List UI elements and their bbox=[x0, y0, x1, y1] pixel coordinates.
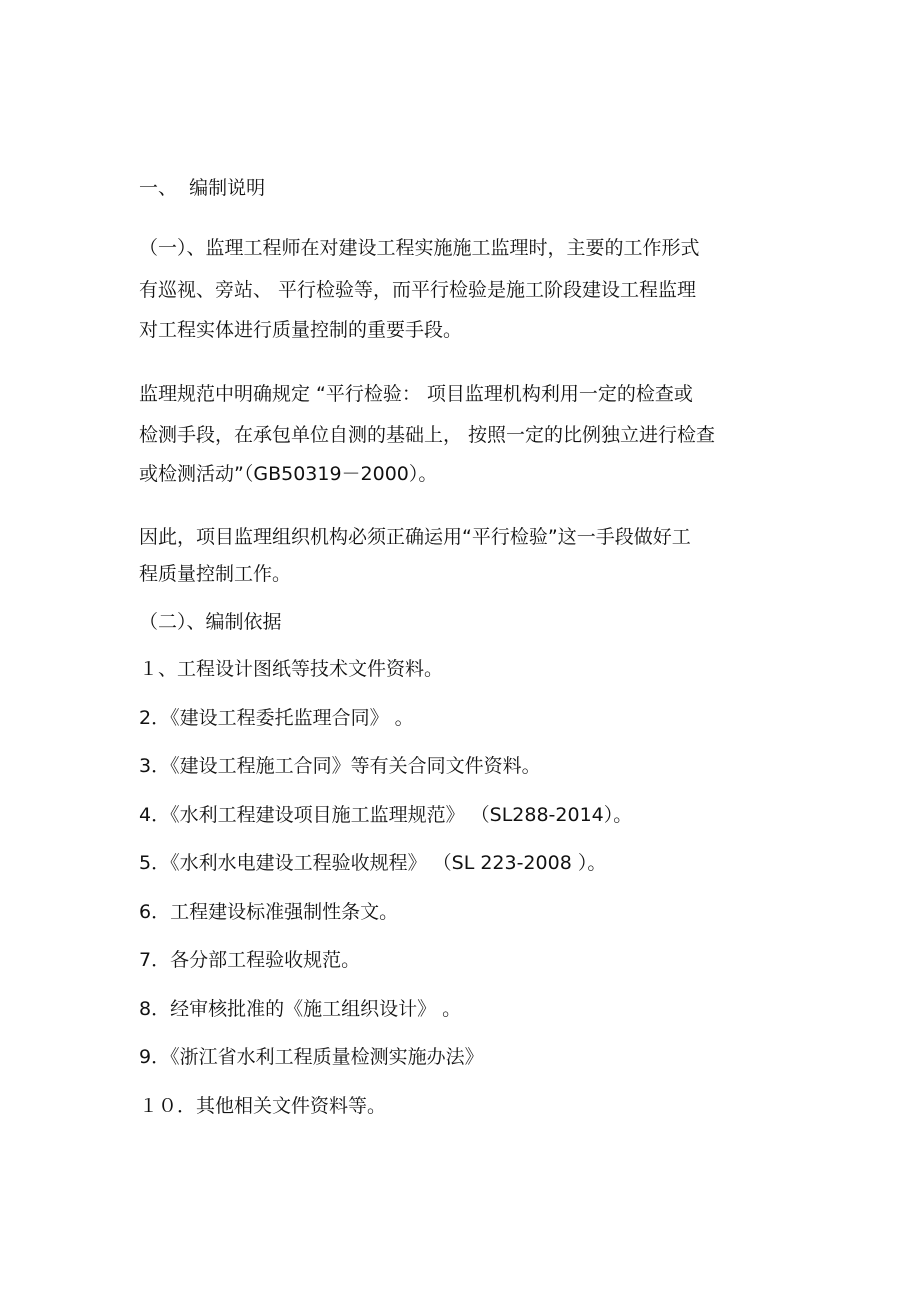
basis-item-2: 2．《建设工程委托监理合同》 。 bbox=[139, 707, 414, 729]
basis-item-10: １０．其他相关文件资料等。 bbox=[139, 1095, 387, 1117]
paragraph-2-line-1: 监理规范中明确规定 “平行检验： 项目监理机构利用一定的检查或 bbox=[139, 383, 693, 405]
paragraph-1-line-2: 有巡视、旁站、 平行检验等，而平行检验是施工阶段建设工程监理 bbox=[139, 279, 697, 301]
paragraph-3-line-1: 因此，项目监理组织机构必须正确运用“平行检验”这一手段做好工 bbox=[139, 526, 691, 548]
basis-item-3: 3．《建设工程施工合同》等有关合同文件资料。 bbox=[139, 755, 541, 777]
basis-item-1: １、工程设计图纸等技术文件资料。 bbox=[139, 658, 444, 680]
paragraph-2-line-2: 检测手段，在承包单位自测的基础上， 按照一定的比例独立进行检查 bbox=[139, 424, 716, 446]
paragraph-3-line-2: 程质量控制工作。 bbox=[139, 563, 292, 585]
basis-item-4: 4．《水利工程建设项目施工监理规范》 （SL288-2014）。 bbox=[139, 804, 633, 826]
section-heading: 一、 编制说明 bbox=[139, 177, 266, 199]
paragraph-1-line-3: 对工程实体进行质量控制的重要手段。 bbox=[139, 319, 463, 341]
basis-item-8: 8．经审核批准的《施工组织设计》 。 bbox=[139, 998, 462, 1020]
basis-item-9: 9．《浙江省水利工程质量检测实施办法》 bbox=[139, 1046, 484, 1068]
basis-item-6: 6．工程建设标准强制性条文。 bbox=[139, 901, 399, 923]
basis-heading: （二）、编制依据 bbox=[139, 611, 282, 633]
basis-item-7: 7．各分部工程验收规范。 bbox=[139, 949, 361, 971]
basis-item-5: 5．《水利水电建设工程验收规程》 （SL 223-2008 ）。 bbox=[139, 852, 607, 874]
paragraph-1-line-1: （一）、监理工程师在对建设工程实施施工监理时，主要的工作形式 bbox=[139, 237, 700, 259]
paragraph-2-line-3: 或检测活动”（GB50319－2000）。 bbox=[139, 463, 438, 485]
